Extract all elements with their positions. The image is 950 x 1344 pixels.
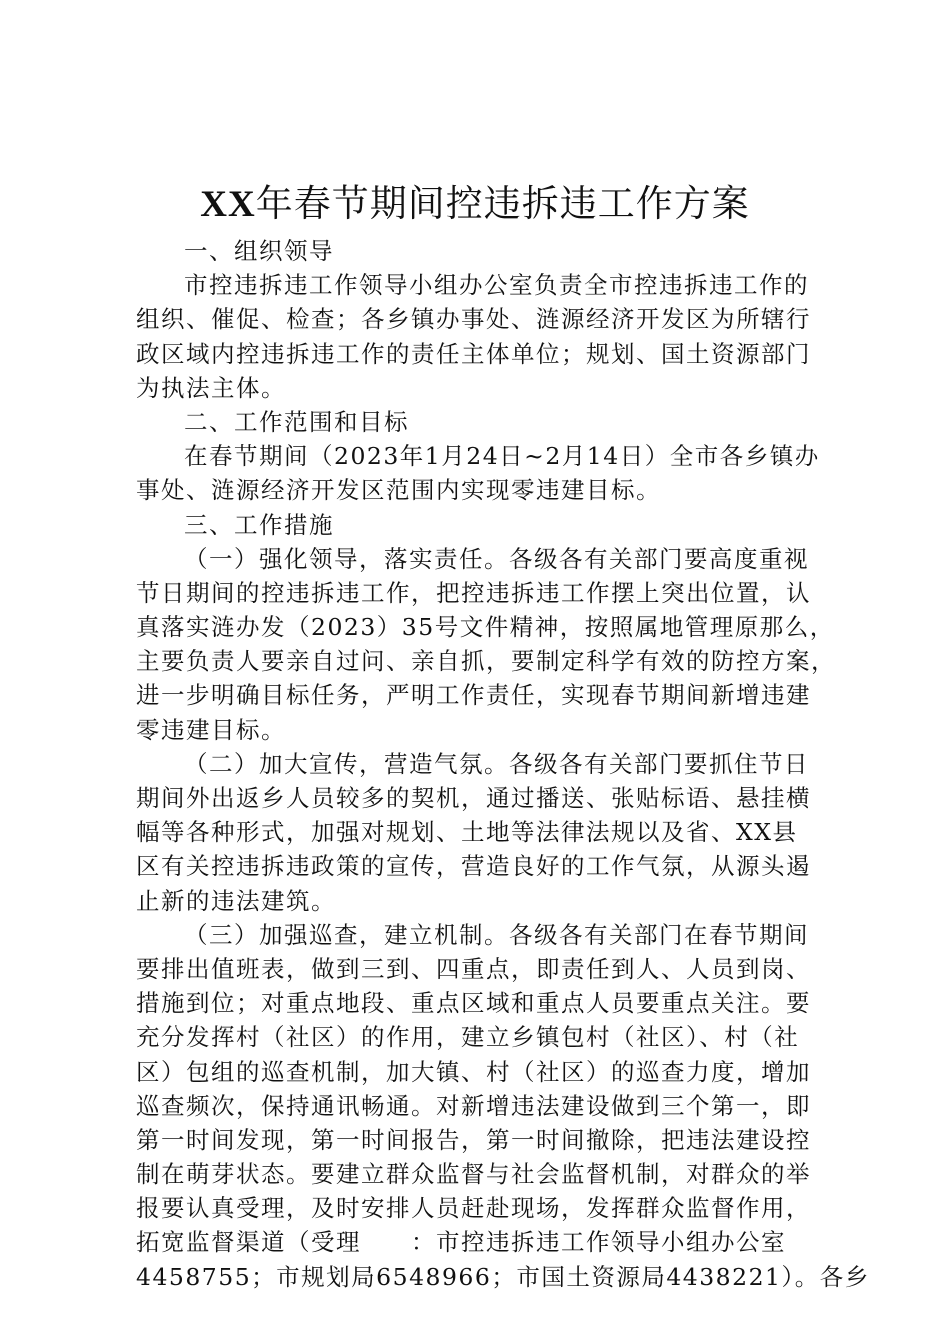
text-line: 第一时间发现，第一时间报告，第一时间撤除，把违法建设控 xyxy=(136,1125,811,1154)
text-line: 组织、催促、检查；各乡镇办事处、涟源经济开发区为所辖行 xyxy=(136,305,811,334)
text-line: 市控违拆违工作领导小组办公室负责全市控违拆违工作的 xyxy=(184,271,809,300)
text-line: （一）强化领导，落实责任。各级各有关部门要高度重视 xyxy=(184,544,809,573)
text-line: 拓宽监督渠道（受理 ：市控违拆违工作领导小组办公室 xyxy=(136,1228,786,1257)
text-line: 充分发挥村（社区）的作用，建立乡镇包村（社区）、村（社 xyxy=(136,1023,800,1052)
text-line: 真落实涟办发（2023）35号文件精神，按照属地管理原那么， xyxy=(136,613,835,642)
text-line: 零违建目标。 xyxy=(136,715,286,744)
text-line: （二）加大宣传，营造气氛。各级各有关部门要抓住节日 xyxy=(184,749,809,778)
text-line: 进一步明确目标任务，严明工作责任，实现春节期间新增违建 xyxy=(136,681,811,710)
text-line: 措施到位；对重点地段、重点区域和重点人员要重点关注。要 xyxy=(136,989,811,1018)
text-line: 三、工作措施 xyxy=(184,510,334,539)
text-line: 在春节期间（2023年1月24日~2月14日）全市各乡镇办 xyxy=(184,442,820,471)
text-line: 二、工作范围和目标 xyxy=(184,407,409,436)
text-line: 幅等各种形式，加强对规划、土地等法律法规以及省、XX县 xyxy=(136,818,798,847)
text-line: 政区域内控违拆违工作的责任主体单位；规划、国土资源部门 xyxy=(136,339,811,368)
text-line: 要排出值班表，做到三到、四重点，即责任到人、人员到岗、 xyxy=(136,954,811,983)
text-line: 节日期间的控违拆违工作，把控违拆违工作摆上突出位置，认 xyxy=(136,578,811,607)
text-line: 期间外出返乡人员较多的契机，通过播送、张贴标语、悬挂横 xyxy=(136,784,811,812)
text-line: 为执法主体。 xyxy=(136,373,286,402)
text-line: 报要认真受理，及时安排人员赶赴现场，发挥群众监督作用， xyxy=(136,1194,811,1223)
text-line: 事处、涟源经济开发区范围内实现零违建目标。 xyxy=(136,476,661,505)
text-line: 制在萌芽状态。要建立群众监督与社会监督机制，对群众的举 xyxy=(136,1160,811,1189)
document-body xyxy=(136,234,870,1294)
text-line: （三）加强巡查，建立机制。各级各有关部门在春节期间 xyxy=(184,920,809,949)
text-line: 一、组织领导 xyxy=(184,237,334,265)
text-line: 区有关控违拆违政策的宣传，营造良好的工作气氛，从源头遏 xyxy=(136,852,811,881)
title-rest: 年春节期间控违拆违工作方案 xyxy=(255,182,750,225)
document-title xyxy=(0,178,950,231)
text-line: 止新的违法建筑。 xyxy=(136,886,336,915)
title-prefix: XX xyxy=(200,184,256,225)
text-line: 巡查频次，保持通讯畅通。对新增违法建设做到三个第一，即 xyxy=(136,1091,811,1120)
text-line: 4458755；市规划局6548966；市国土资源局4438221）。各乡 xyxy=(136,1262,870,1291)
text-line: 区）包组的巡查机制，加大镇、村（社区）的巡查力度，增加 xyxy=(136,1057,811,1086)
text-line: 主要负责人要亲自过问、亲自抓，要制定科学有效的防控方案， xyxy=(136,647,836,676)
